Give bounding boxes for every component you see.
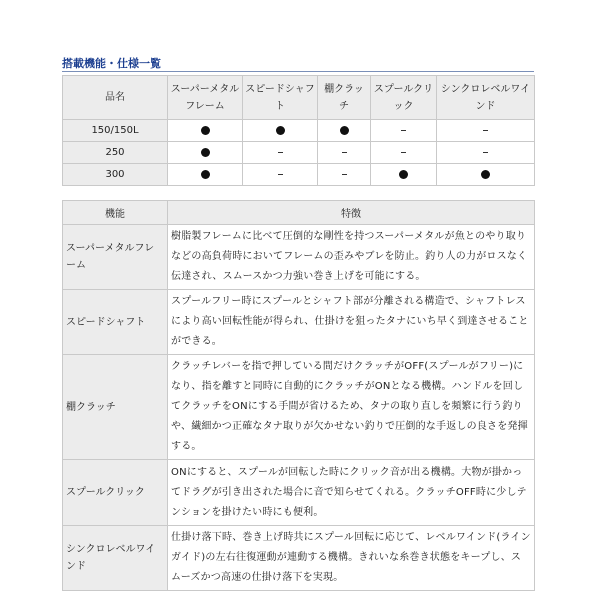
dash-icon: [278, 152, 283, 153]
feature-row: [63, 290, 535, 355]
spec-cell: [437, 142, 535, 164]
spec-model-name: 300: [63, 164, 168, 186]
spec-cell: [318, 142, 371, 164]
spec-cell: [243, 142, 318, 164]
spec-cell: [318, 120, 371, 142]
spec-cell: [437, 120, 535, 142]
feature-col-desc: 特徴: [168, 201, 535, 225]
feature-desc: 樹脂製フレームに比べて圧倒的な剛性を持つスーパーメタルが魚とのやり取りなどの高負荷時においてフレームの歪みやブレを防止。釣り人の力がロスなく伝達され、スムースかつ力強い巻き上げを可能にする。: [168, 225, 535, 290]
title-divider: [62, 71, 534, 72]
spec-col-speed-shaft: スピードシャフト: [243, 76, 318, 120]
feature-row: [63, 460, 535, 526]
spec-cell: [243, 164, 318, 186]
spec-cell: [243, 120, 318, 142]
feature-desc: クラッチレバーを指で押している間だけクラッチがOFF(スプールがフリー)になり、指を離すと同時に自動的にクラッチがONとなる機構。ハンドルを回してクラッチをONにする手間が省けるため、タナの取り直しを頻繁に行う釣りや、繊細かつ正確なタナ取りが欠かせない釣りで圧倒的な手返しの良さを発揮する。: [168, 355, 535, 460]
spec-col-tana-clutch: 棚クラッチ: [318, 76, 371, 120]
feature-header-row: [63, 201, 535, 225]
feature-row: [63, 355, 535, 460]
feature-desc: ONにすると、スプールが回転した時にクリック音が出る機構。大物が掛かってドラグが引き出された場合に音で知らせてくれる。クラッチOFF時に少しテンションを掛けたい時にも便利。: [168, 460, 535, 526]
spec-cell: [437, 164, 535, 186]
filled-circle-icon: [481, 170, 490, 179]
spec-header-row: [63, 76, 535, 120]
filled-circle-icon: [201, 126, 210, 135]
feature-name: 棚クラッチ: [63, 355, 168, 460]
spec-row: [63, 142, 535, 164]
dash-icon: [342, 152, 347, 153]
feature-row: [63, 225, 535, 290]
spec-cell: [371, 120, 437, 142]
spec-table: [62, 75, 535, 186]
feature-table: [62, 200, 535, 591]
spec-row: [63, 164, 535, 186]
feature-row: [63, 526, 535, 591]
feature-col-name: 機能: [63, 201, 168, 225]
feature-desc: スプールフリー時にスプールとシャフト部が分離される構造で、シャフトレスにより高い回転性能が得られ、仕掛けを狙ったタナにいち早く到達させることができる。: [168, 290, 535, 355]
feature-name: スピードシャフト: [63, 290, 168, 355]
dash-icon: [401, 130, 406, 131]
feature-name: スーパーメタルフレーム: [63, 225, 168, 290]
filled-circle-icon: [201, 170, 210, 179]
spec-cell: [371, 164, 437, 186]
feature-desc: 仕掛け落下時、巻き上げ時共にスプール回転に応じて、レベルワインド(ラインガイド)の左右往復運動が連動する機構。きれいな糸巻き状態をキープし、スムーズかつ高速の仕掛け落下を実現。: [168, 526, 535, 591]
section-title: 搭載機能・仕様一覧: [62, 57, 161, 70]
spec-row: [63, 120, 535, 142]
dash-icon: [401, 152, 406, 153]
dash-icon: [278, 174, 283, 175]
filled-circle-icon: [399, 170, 408, 179]
feature-name: スプールクリック: [63, 460, 168, 526]
filled-circle-icon: [340, 126, 349, 135]
spec-cell: [168, 164, 243, 186]
spec-col-synchro-level-wind: シンクロレベルワインド: [437, 76, 535, 120]
spec-col-super-metal-frame: スーパーメタルフレーム: [168, 76, 243, 120]
dash-icon: [342, 174, 347, 175]
spec-cell: [371, 142, 437, 164]
spec-cell: [318, 164, 371, 186]
spec-corner-label: 品名: [63, 76, 168, 120]
feature-name: シンクロレベルワインド: [63, 526, 168, 591]
spec-cell: [168, 142, 243, 164]
spec-cell: [168, 120, 243, 142]
spec-model-name: 150/150L: [63, 120, 168, 142]
spec-col-spool-click: スプールクリック: [371, 76, 437, 120]
dash-icon: [483, 152, 488, 153]
filled-circle-icon: [201, 148, 210, 157]
spec-model-name: 250: [63, 142, 168, 164]
filled-circle-icon: [276, 126, 285, 135]
dash-icon: [483, 130, 488, 131]
